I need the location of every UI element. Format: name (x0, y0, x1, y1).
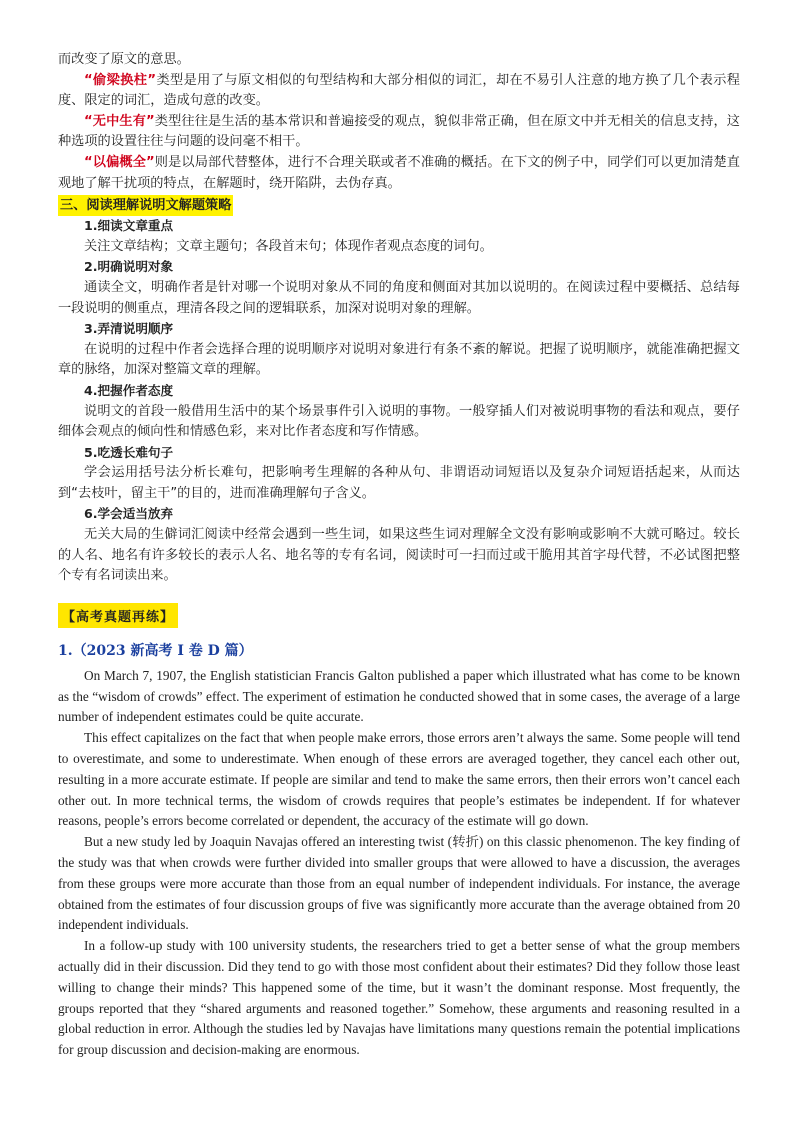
passage-paragraph: But a new study led by Joaquin Navajas offered an interesting twist (转折) on this classic phenomenon. The key finding of the study was that when crowds were further divided into smaller groups that were allowed to have a discussion, the averages from these groups were more accurate than those from an equal number of independent individuals. For instance, the average obtained from the estimates of four discussion groups of five was significantly more accurate than the average obtained from 20 independent individuals. (58, 834, 740, 933)
question-title: 1.（2023 新高考 I 卷 D 篇） (58, 642, 253, 659)
trap-description: 类型往往是生活的基本常识和普遍接受的观点，貌似非常正确，但在原文中并无相关的信息支持，这种选项的设置往往与问题的设问毫不相干。 (58, 113, 740, 150)
strategy-title: 2.明确说明对象 (84, 259, 174, 275)
passage-paragraph: This effect capitalizes on the fact that when people make errors, those errors aren’t always the same. Some people will tend to overestimate, and some to underestimate. When enough of these errors are averaged together, they cancel each other out, resulting in a more accurate estimate. If people are similar and tend to make the same errors, then their errors won’t cancel each other out. In more technical terms, the wisdom of crowds requires that people’s estimates be independent. If for whatever reasons, people’s errors become correlated or dependent, the accuracy of the estimate will go down. (58, 730, 740, 829)
strategy-text: 说明文的首段一般借用生活中的某个场景事件引入说明的事物。一般穿插人们对被说明事物的看法和观点，要仔细体会观点的倾向性和情感色彩，来对比作者态度和写作情感。 (58, 403, 740, 440)
trap-description: 则是以局部代替整体，进行不合理关联或者不准确的概括。在下文的例子中，同学们可以更加清楚直观地了解干扰项的特点，在解题时，绕开陷阱，去伪存真。 (58, 154, 740, 191)
section-heading: 三、阅读理解说明文解题策略 (58, 195, 233, 216)
strategy-text: 无关大局的生僻词汇阅读中经常会遇到一些生词，如果这些生词对理解全文没有影响或影响不大就可略过。较长的人名、地名有许多较长的表示人名、地名等的专有名词，阅读时可一扫而过或干脆用其首字母代替，不必试图把整个专有名词读出来。 (58, 527, 740, 584)
trap-description: 类型是用了与原文相似的句型结构和大部分相似的词汇，却在不易引人注意的地方换了几个表示程度、限定的词汇，造成句意的改变。 (58, 72, 740, 109)
trap-term: “偷梁换柱” (84, 72, 157, 88)
passage-paragraph: In a follow-up study with 100 university students, the researchers tried to get a better sense of what the group members actually did in their discussion. Did they tend to go with those most confident about their estimates? Did they follow those least willing to change their minds? This happened some of the time, but it wasn’t the dominant response. Most frequently, the groups reported that they “shared arguments and reasoned together.” Somehow, these arguments and reasoning resulted in a global reduction in error. Although the studies led by Navajas have limitations many questions remain the potential implications for group discussion and decision-making are enormous. (58, 938, 740, 1058)
trap-type-paragraph (58, 71, 740, 112)
trap-type-paragraph (58, 153, 740, 194)
practice-tag: 【高考真题再练】 (58, 603, 178, 628)
strategy-title: 6.学会适当放弃 (84, 506, 174, 522)
strategy-text: 通读全文，明确作者是针对哪一个说明对象从不同的角度和侧面对其加以说明的。在阅读过程中要概括、总结每一段说明的侧重点，理清各段之间的逻辑联系，加深对说明对象的理解。 (58, 279, 740, 316)
strategy-title: 5.吃透长难句子 (84, 444, 174, 460)
trap-term: “以偏概全” (84, 154, 155, 170)
intro-line: 而改变了原文的意思。 (58, 52, 190, 67)
strategy-title: 1.细读文章重点 (84, 218, 174, 234)
passage-paragraph: On March 7, 1907, the English statistician Francis Galton published a paper which illustrated what has come to be known as the “wisdom of crowds” effect. The experiment of estimation he conducted showed that in some cases, the average of a large number of independent estimates could be quite accurate. (58, 667, 740, 725)
strategy-text: 在说明的过程中作者会选择合理的说明顺序对说明对象进行有条不紊的解说。把握了说明顺序，就能准确把握文章的脉络，加深对整篇文章的理解。 (58, 341, 740, 378)
strategy-text: 关注文章结构；文章主题句；各段首末句；体现作者观点态度的词句。 (84, 238, 493, 254)
reading-passage (58, 666, 740, 1061)
strategy-list (58, 216, 740, 587)
strategy-title: 4.把握作者态度 (84, 382, 174, 398)
strategy-title: 3.弄清说明顺序 (84, 321, 174, 337)
trap-term: “无中生有” (84, 113, 155, 129)
strategy-text: 学会运用括号法分析长难句，把影响考生理解的各种从句、非谓语动词短语以及复杂介词短语括起来，从而达到“去枝叶，留主干”的目的，进而准确理解句子含义。 (58, 465, 740, 501)
trap-type-paragraph (58, 112, 740, 153)
document-page (58, 50, 740, 1061)
